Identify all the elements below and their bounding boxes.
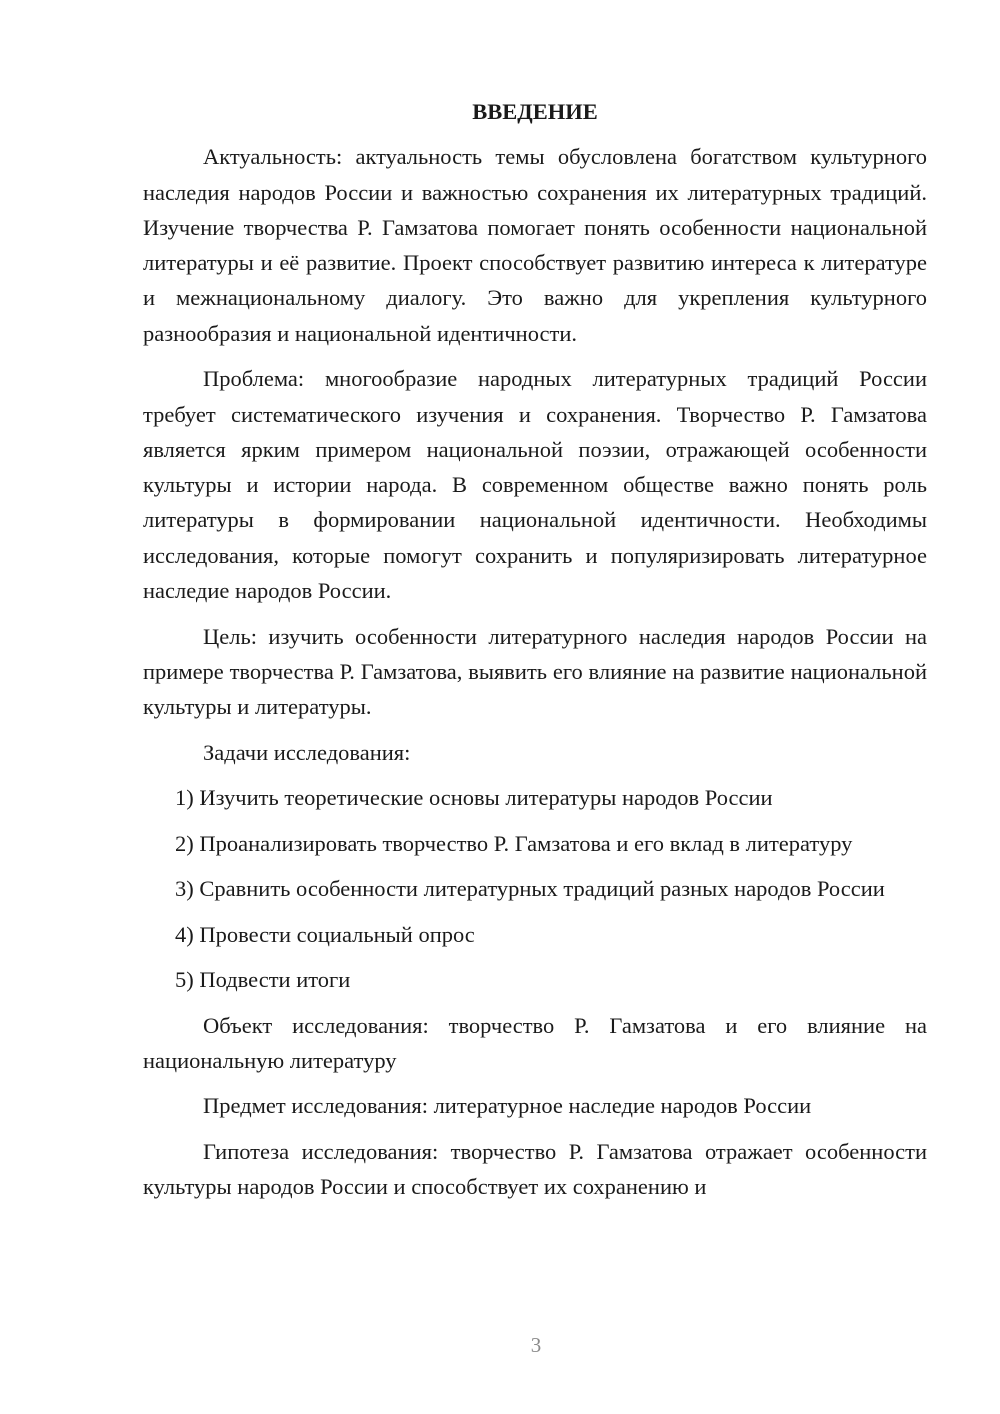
task-item-3: 3) Сравнить особенности литературных традиций разных народов России bbox=[175, 876, 885, 902]
paragraph-relevance: Актуальность: актуальность темы обусловлена богатством культурного наследия народов России и важностью сохранения их литературных традиций. Изучение творчества Р. Гамзатова помогает понять особенности национальной литературы и её развитие. Проект способствует развитию интереса к литературе и межнациональному диалогу. Это важно для укрепления культурного разнообразия и национальной идентичности. bbox=[143, 144, 927, 346]
paragraph-problem: Проблема: многообразие народных литературных традиций России требует систематического изучения и сохранения. Творчество Р. Гамзатова является ярким примером национальной поэзии, отражающей особенности культуры и истории народа. В современном обществе важно понять роль литературы в формировании национальной идентичности. Необходимы исследования, которые помогут сохранить и популяризировать литературное наследие народов России. bbox=[143, 366, 927, 604]
tasks-heading: Задачи исследования: bbox=[203, 739, 411, 765]
paragraph-goal: Цель: изучить особенности литературного наследия народов России на примере творчества Р. Гамзатова, выявить его влияние на развитие национальной культуры и литературы. bbox=[143, 623, 927, 720]
paragraph-subject: Предмет исследования: литературное наследие народов России bbox=[203, 1093, 812, 1119]
task-item-5: 5) Подвести итоги bbox=[175, 967, 351, 993]
task-item-1: 1) Изучить теоретические основы литературы народов России bbox=[175, 785, 773, 811]
task-item-4: 4) Провести социальный опрос bbox=[175, 921, 475, 947]
task-item-2: 2) Проанализировать творчество Р. Гамзатова и его вклад в литературу bbox=[175, 830, 853, 856]
page-title: ВВЕДЕНИЕ bbox=[472, 99, 598, 124]
paragraph-hypothesis: Гипотеза исследования: творчество Р. Гамзатова отражает особенности культуры народов России и способствует их сохранению и bbox=[143, 1138, 927, 1200]
page-content bbox=[143, 94, 927, 1215]
paragraph-object: Объект исследования: творчество Р. Гамзатова и его влияние на национальную литературу bbox=[143, 1012, 927, 1073]
page-number: 3 bbox=[530, 1333, 542, 1357]
